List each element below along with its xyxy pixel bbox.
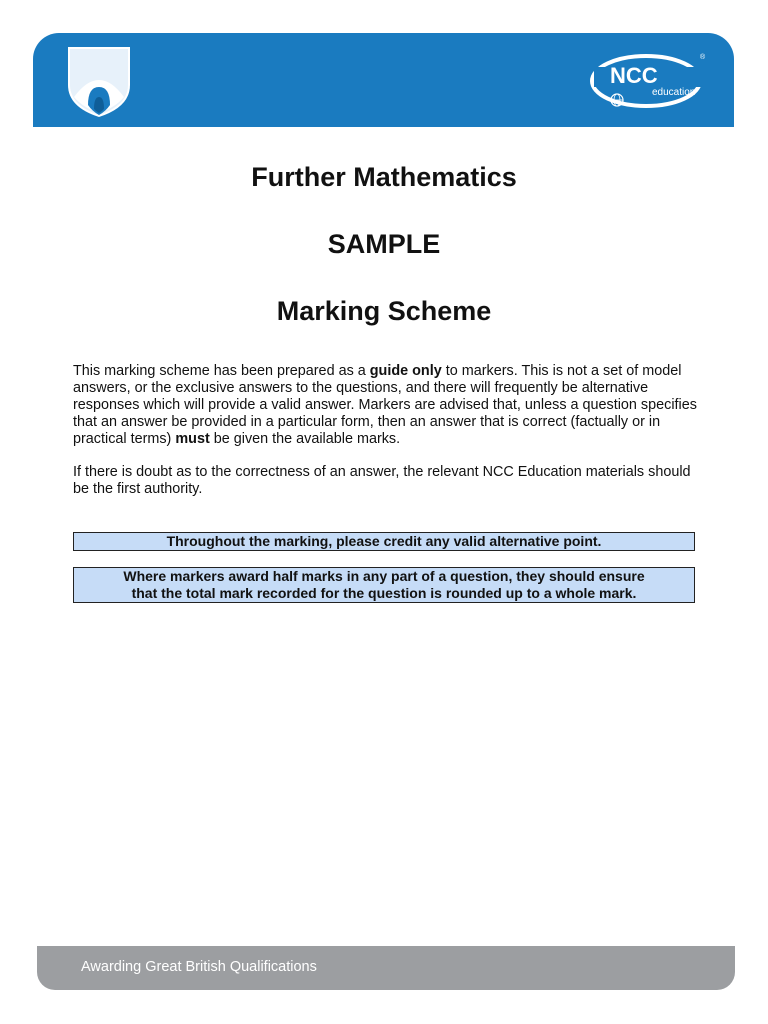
subject-title: Further Mathematics <box>251 162 517 192</box>
university-shield-icon <box>66 45 132 119</box>
header-banner <box>33 33 734 127</box>
footer-tagline: Awarding Great British Qualifications <box>81 959 317 975</box>
half-marks-note-line1: Where markers award half marks in any part of a question, they should ensure <box>123 568 645 584</box>
svg-text:®: ® <box>700 54 706 61</box>
half-marks-note <box>73 567 695 603</box>
ncc-education-logo <box>590 47 714 113</box>
document-title: Marking Scheme <box>276 296 492 326</box>
svg-text:education: education <box>652 87 696 98</box>
svg-text:NCC: NCC <box>610 63 658 88</box>
footer-banner <box>37 946 735 990</box>
half-marks-note-line2: that the total mark recorded for the question is rounded up to a whole mark. <box>131 584 637 601</box>
intro-paragraph: This marking scheme has been prepared as a guide only to markers. This is not a set of model answers, or the exclusive answers to the questions, and there will frequently be alternative responses which will provide a valid answer. Markers are advised that, unless a question specifies that an answer be provided in a particular form, then an answer that is correct (factually or in practical terms) must be given the available marks. <box>73 363 697 447</box>
sample-title: SAMPLE <box>327 229 441 259</box>
authority-paragraph: If there is doubt as to the correctness of an answer, the relevant NCC Education materials should be the first authority. <box>73 464 691 497</box>
credit-note: Throughout the marking, please credit any valid alternative point. <box>73 532 695 551</box>
